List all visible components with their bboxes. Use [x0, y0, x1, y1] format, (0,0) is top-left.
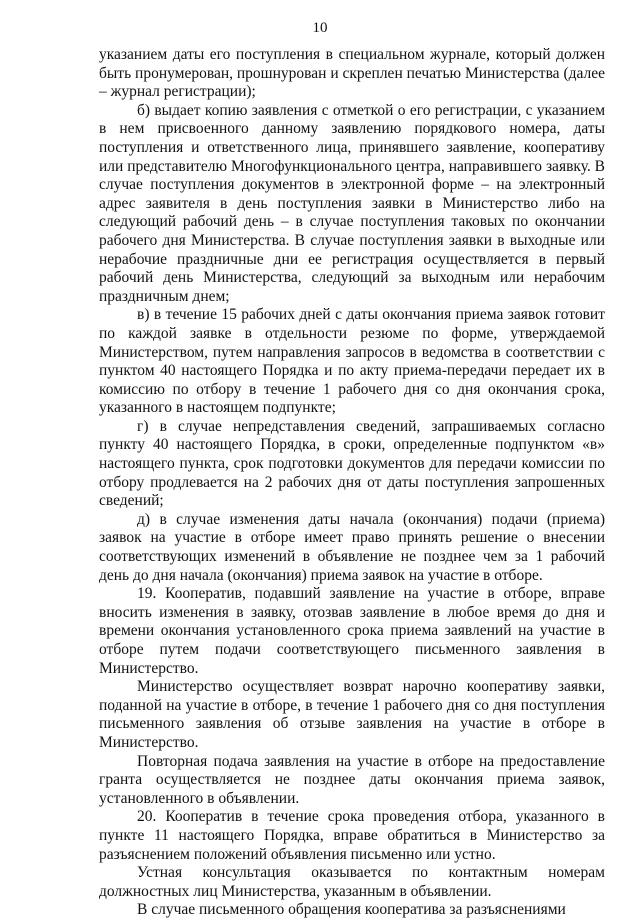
- paragraph-written-request: В случае письменного обращения кооператива за разъяснениями: [137, 901, 566, 919]
- paragraph-item-v: в) в течение 15 рабочих дней с даты окончания приема заявок готовит по каждой заявке в отдельности резюме по форме, утверждаемой Министерством, путем направления запросов в ведомства в соответствии с пунктом 40 настоящего Порядка и по акту приема-передачи передает их в комиссию по отбору в течение 1 рабочего дня со дня окончания срока, указанного в настоящем подпункте;: [99, 306, 605, 417]
- paragraph-clause-19: 19. Кооператив, подавший заявление на участие в отборе, вправе вносить изменения в заявку, отозвав заявление в любое время до дня и времени окончания установленного срока приема заявлений на участие в отборе путем подачи соответствующего письменного заявления в Министерство.: [99, 585, 605, 677]
- paragraph-return-application: Министерство осуществляет возврат нарочно кооперативу заявки, поданной на участие в отборе, в течение 1 рабочего дня со дня поступления письменного заявления об отзыве заявления на участие в отборе в Министерство.: [99, 678, 605, 751]
- document-body: [99, 46, 605, 920]
- paragraph-item-b: б) выдает копию заявления с отметкой о его регистрации, с указанием в нем присвоенного данному заявлению порядкового номера, даты поступления и ответственного лица, принявшего заявление, кооперативу или представителю Многофункционального центра, направившего заявку. В случае поступления документов в электронной форме – на электронный адрес заявителя в день поступления заявки в Министерство либо на следующий рабочий день – в случае поступления таковых по окончании рабочего дня Министерства. В случае поступления заявки в выходные или нерабочие праздничные дни ее регистрация осуществляется в первый рабочий день Министерства, следующий за выходным или нерабочим праздничным днем;: [99, 101, 605, 305]
- paragraph-journal-registration: указанием даты его поступления в специальном журнале, который должен быть пронумерован, прошнурован и скреплен печатью Министерства (далее – журнал регистрации);: [99, 46, 605, 101]
- paragraph-clause-20: 20. Кооператив в течение срока проведения отбора, указанного в пункте 11 настоящего Порядка, вправе обратиться в Министерство за разъяснением положений объявления письменно или устно.: [99, 808, 605, 863]
- paragraph-repeat-submission: Повторная подача заявления на участие в отборе на предоставление гранта осуществляется не позднее даты окончания приема заявок, установленного в объявлении.: [99, 752, 605, 807]
- paragraph-item-d: д) в случае изменения даты начала (окончания) подачи (приема) заявок на участие в отборе имеет право принять решение о внесении соответствующих изменений в объявление не позднее чем за 1 рабочий день до дня начала (окончания) приема заявок на участие в отборе.: [99, 510, 605, 584]
- page-number: 10: [312, 20, 328, 36]
- paragraph-item-g: г) в случае непредставления сведений, запрашиваемых согласно пункту 40 настоящего Порядка, в сроки, определенные подпунктом «в» настоящего пункта, срок подготовки документов для передачи комиссии по отбору продлевается на 2 рабочих дня от даты поступления запрошенных сведений;: [99, 417, 605, 510]
- paragraph-oral-consultation: Устная консультация оказывается по контактным номерам должностных лиц Министерства, указанным в объявлении.: [99, 864, 605, 900]
